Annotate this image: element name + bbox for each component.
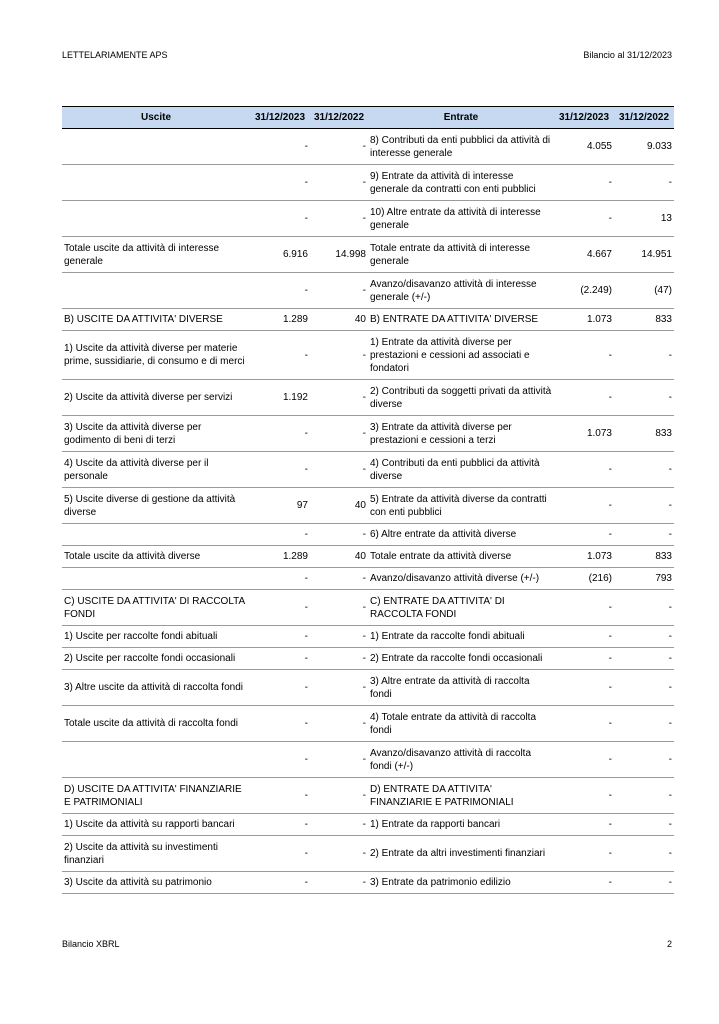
table-row: [62, 524, 674, 546]
entrate-2023: -: [554, 380, 614, 416]
uscite-label: [62, 524, 250, 546]
table-row: [62, 670, 674, 706]
entrate-label: 3) Altre entrate da attività di raccolta fondi: [368, 670, 554, 706]
entrate-2023: -: [554, 670, 614, 706]
entrate-2023: -: [554, 872, 614, 894]
uscite-2022: 40: [310, 546, 368, 568]
report-date: Bilancio al 31/12/2023: [583, 50, 672, 60]
entrate-label: 1) Entrate da raccolte fondi abituali: [368, 626, 554, 648]
uscite-2022: -: [310, 201, 368, 237]
table-row: [62, 546, 674, 568]
uscite-label: 2) Uscite da attività diverse per servizi: [62, 380, 250, 416]
uscite-2023: -: [250, 706, 310, 742]
uscite-2022: -: [310, 872, 368, 894]
entrate-2023: -: [554, 488, 614, 524]
entrate-2023: (2.249): [554, 273, 614, 309]
uscite-2023: -: [250, 416, 310, 452]
entrate-label: 4) Contributi da enti pubblici da attività diverse: [368, 452, 554, 488]
uscite-2023: 1.192: [250, 380, 310, 416]
entrate-2022: -: [614, 670, 674, 706]
uscite-label: [62, 742, 250, 778]
uscite-label: 2) Uscite per raccolte fondi occasionali: [62, 648, 250, 670]
uscite-2023: -: [250, 331, 310, 380]
entrate-2022: -: [614, 626, 674, 648]
table-row: [62, 836, 674, 872]
uscite-2023: -: [250, 626, 310, 648]
uscite-label: Totale uscite da attività diverse: [62, 546, 250, 568]
header-entrate-2022: 31/12/2022: [614, 107, 674, 129]
entrate-label: Totale entrate da attività diverse: [368, 546, 554, 568]
table-header-row: [62, 107, 674, 129]
header-uscite-2023: 31/12/2023: [250, 107, 310, 129]
entrate-2022: -: [614, 648, 674, 670]
uscite-2023: 1.289: [250, 309, 310, 331]
entrate-2022: -: [614, 331, 674, 380]
entrate-label: 9) Entrate da attività di interesse generale da contratti con enti pubblici: [368, 165, 554, 201]
entrate-2023: 4.055: [554, 129, 614, 165]
entrate-2023: -: [554, 706, 614, 742]
uscite-2023: -: [250, 836, 310, 872]
entrate-2023: -: [554, 524, 614, 546]
uscite-2023: -: [250, 742, 310, 778]
entrate-2022: -: [614, 452, 674, 488]
entrate-2023: -: [554, 778, 614, 814]
entrate-label: 6) Altre entrate da attività diverse: [368, 524, 554, 546]
uscite-label: 1) Uscite per raccolte fondi abituali: [62, 626, 250, 648]
uscite-2022: -: [310, 814, 368, 836]
entrate-2022: -: [614, 778, 674, 814]
entrate-label: 4) Totale entrate da attività di raccolta fondi: [368, 706, 554, 742]
uscite-label: D) USCITE DA ATTIVITA' FINANZIARIE E PATRIMONIALI: [62, 778, 250, 814]
entrate-2022: -: [614, 524, 674, 546]
entrate-2022: 833: [614, 416, 674, 452]
entrate-label: 10) Altre entrate da attività di interesse generale: [368, 201, 554, 237]
entrate-2023: (216): [554, 568, 614, 590]
entrate-2023: -: [554, 452, 614, 488]
uscite-2022: -: [310, 670, 368, 706]
uscite-2023: -: [250, 165, 310, 201]
table-row: [62, 568, 674, 590]
header-entrate-2023: 31/12/2023: [554, 107, 614, 129]
table-row: [62, 778, 674, 814]
table-row: [62, 237, 674, 273]
uscite-2022: 40: [310, 309, 368, 331]
entrate-2022: -: [614, 814, 674, 836]
entrate-label: Avanzo/disavanzo attività di interesse generale (+/-): [368, 273, 554, 309]
header-uscite: Uscite: [62, 107, 250, 129]
table-row: [62, 416, 674, 452]
uscite-label: C) USCITE DA ATTIVITA' DI RACCOLTA FONDI: [62, 590, 250, 626]
entrate-label: 2) Entrate da raccolte fondi occasionali: [368, 648, 554, 670]
uscite-2022: -: [310, 380, 368, 416]
entrate-label: 1) Entrate da attività diverse per prestazioni e cessioni ad associati e fondatori: [368, 331, 554, 380]
company-name: LETTELARIAMENTE APS: [62, 50, 168, 60]
entrate-2023: -: [554, 590, 614, 626]
entrate-2023: -: [554, 836, 614, 872]
entrate-2023: 1.073: [554, 546, 614, 568]
table-row: [62, 331, 674, 380]
uscite-2023: 1.289: [250, 546, 310, 568]
table-row: [62, 201, 674, 237]
uscite-label: [62, 129, 250, 165]
entrate-label: C) ENTRATE DA ATTIVITA' DI RACCOLTA FONDI: [368, 590, 554, 626]
uscite-2023: -: [250, 590, 310, 626]
uscite-2022: -: [310, 836, 368, 872]
entrate-label: 2) Entrate da altri investimenti finanziari: [368, 836, 554, 872]
uscite-label: B) USCITE DA ATTIVITA' DIVERSE: [62, 309, 250, 331]
entrate-2023: 4.667: [554, 237, 614, 273]
uscite-label: 3) Uscite da attività su patrimonio: [62, 872, 250, 894]
uscite-label: Totale uscite da attività di raccolta fondi: [62, 706, 250, 742]
table-row: [62, 488, 674, 524]
table-row: [62, 742, 674, 778]
entrate-2022: 13: [614, 201, 674, 237]
entrate-label: 3) Entrate da patrimonio edilizio: [368, 872, 554, 894]
uscite-label: 5) Uscite diverse di gestione da attività diverse: [62, 488, 250, 524]
entrate-label: D) ENTRATE DA ATTIVITA' FINANZIARIE E PATRIMONIALI: [368, 778, 554, 814]
uscite-label: Totale uscite da attività di interesse generale: [62, 237, 250, 273]
uscite-2022: -: [310, 778, 368, 814]
entrate-2023: -: [554, 648, 614, 670]
entrate-2022: 14.951: [614, 237, 674, 273]
entrate-2022: 9.033: [614, 129, 674, 165]
entrate-label: Avanzo/disavanzo attività diverse (+/-): [368, 568, 554, 590]
uscite-2022: -: [310, 590, 368, 626]
entrate-2022: -: [614, 165, 674, 201]
table-row: [62, 452, 674, 488]
entrate-2022: 833: [614, 546, 674, 568]
entrate-label: 5) Entrate da attività diverse da contratti con enti pubblici: [368, 488, 554, 524]
table-row: [62, 648, 674, 670]
header-entrate: Entrate: [368, 107, 554, 129]
table-body: [62, 129, 674, 894]
uscite-2023: -: [250, 648, 310, 670]
uscite-2022: -: [310, 706, 368, 742]
uscite-2023: -: [250, 129, 310, 165]
entrate-label: B) ENTRATE DA ATTIVITA' DIVERSE: [368, 309, 554, 331]
uscite-label: 1) Uscite da attività su rapporti bancari: [62, 814, 250, 836]
entrate-2023: -: [554, 165, 614, 201]
table-row: [62, 626, 674, 648]
uscite-2023: 97: [250, 488, 310, 524]
entrate-label: 2) Contributi da soggetti privati da attività diverse: [368, 380, 554, 416]
entrate-2022: -: [614, 590, 674, 626]
entrate-label: Avanzo/disavanzo attività di raccolta fondi (+/-): [368, 742, 554, 778]
entrate-2023: 1.073: [554, 309, 614, 331]
page-number: 2: [666, 939, 672, 949]
table-row: [62, 814, 674, 836]
uscite-2022: -: [310, 648, 368, 670]
uscite-label: [62, 165, 250, 201]
entrate-label: 1) Entrate da rapporti bancari: [368, 814, 554, 836]
uscite-2023: -: [250, 670, 310, 706]
uscite-2023: -: [250, 452, 310, 488]
uscite-label: 1) Uscite da attività diverse per materie prime, sussidiarie, di consumo e di merci: [62, 331, 250, 380]
uscite-label: 3) Uscite da attività diverse per godimento di beni di terzi: [62, 416, 250, 452]
entrate-2022: -: [614, 706, 674, 742]
entrate-2022: -: [614, 380, 674, 416]
uscite-2023: -: [250, 872, 310, 894]
entrate-2023: -: [554, 742, 614, 778]
uscite-2023: -: [250, 778, 310, 814]
entrate-2023: 1.073: [554, 416, 614, 452]
uscite-2022: -: [310, 129, 368, 165]
uscite-2022: 40: [310, 488, 368, 524]
footer-label: Bilancio XBRL: [62, 939, 120, 949]
uscite-label: 2) Uscite da attività su investimenti finanziari: [62, 836, 250, 872]
header-uscite-2022: 31/12/2022: [310, 107, 368, 129]
entrate-2022: 833: [614, 309, 674, 331]
uscite-2022: -: [310, 524, 368, 546]
uscite-2022: -: [310, 568, 368, 590]
financial-table: [62, 106, 674, 894]
entrate-2022: -: [614, 742, 674, 778]
table-row: [62, 380, 674, 416]
uscite-2022: -: [310, 452, 368, 488]
entrate-2022: (47): [614, 273, 674, 309]
uscite-2022: -: [310, 331, 368, 380]
uscite-2022: -: [310, 416, 368, 452]
uscite-2022: 14.998: [310, 237, 368, 273]
entrate-2022: -: [614, 872, 674, 894]
uscite-2022: -: [310, 742, 368, 778]
entrate-2022: -: [614, 836, 674, 872]
entrate-2023: -: [554, 201, 614, 237]
table-row: [62, 590, 674, 626]
entrate-2022: 793: [614, 568, 674, 590]
table-row: [62, 273, 674, 309]
entrate-2023: -: [554, 814, 614, 836]
uscite-label: 4) Uscite da attività diverse per il personale: [62, 452, 250, 488]
table-row: [62, 165, 674, 201]
uscite-2023: -: [250, 524, 310, 546]
uscite-2023: 6.916: [250, 237, 310, 273]
uscite-2022: -: [310, 273, 368, 309]
uscite-2023: -: [250, 201, 310, 237]
entrate-2022: -: [614, 488, 674, 524]
entrate-label: Totale entrate da attività di interesse generale: [368, 237, 554, 273]
entrate-label: 8) Contributi da enti pubblici da attività di interesse generale: [368, 129, 554, 165]
entrate-2023: -: [554, 626, 614, 648]
table-row: [62, 872, 674, 894]
table-row: [62, 309, 674, 331]
entrate-2023: -: [554, 331, 614, 380]
uscite-2022: -: [310, 626, 368, 648]
uscite-2023: -: [250, 273, 310, 309]
uscite-2023: -: [250, 814, 310, 836]
uscite-2022: -: [310, 165, 368, 201]
uscite-label: 3) Altre uscite da attività di raccolta fondi: [62, 670, 250, 706]
uscite-label: [62, 273, 250, 309]
uscite-label: [62, 201, 250, 237]
table-row: [62, 129, 674, 165]
uscite-label: [62, 568, 250, 590]
entrate-label: 3) Entrate da attività diverse per prestazioni e cessioni a terzi: [368, 416, 554, 452]
uscite-2023: -: [250, 568, 310, 590]
table-row: [62, 706, 674, 742]
